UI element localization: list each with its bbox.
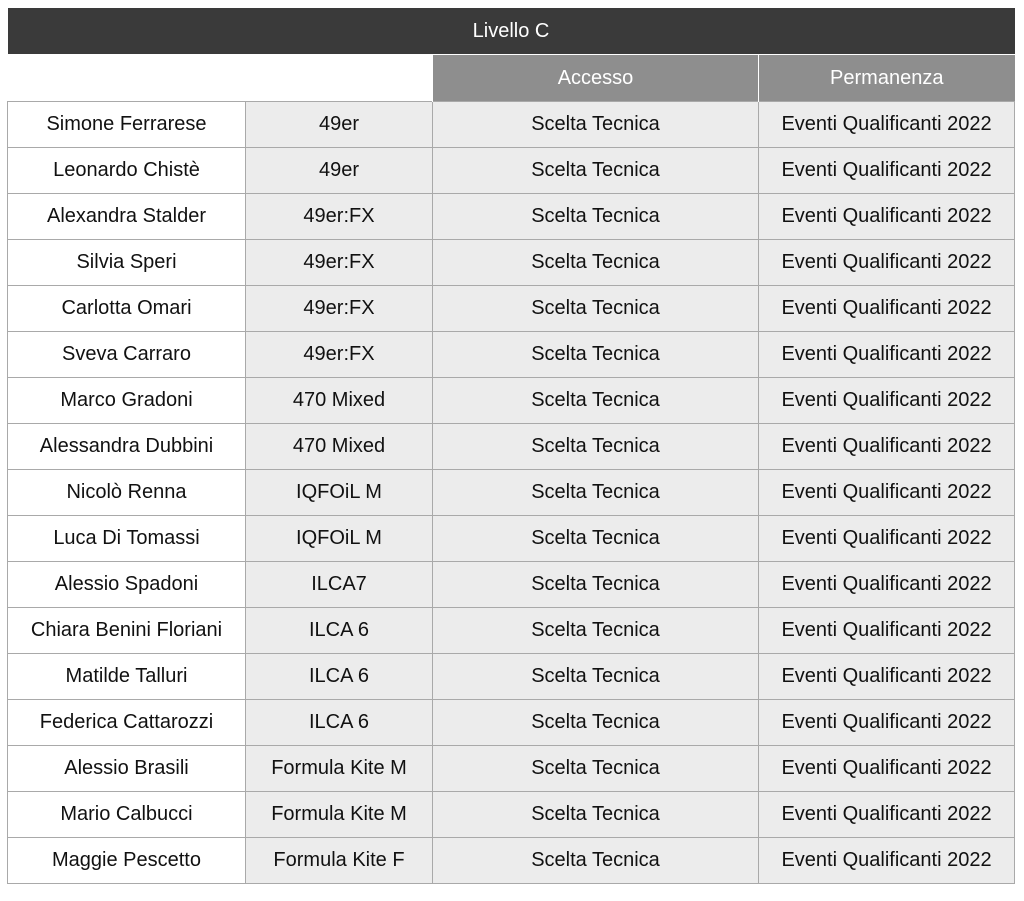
table-row	[8, 286, 1015, 332]
accesso-cell: Scelta Tecnica	[433, 240, 759, 286]
boat-class-cell: ILCA 6	[246, 700, 433, 746]
boat-class-cell: 49er:FX	[246, 240, 433, 286]
boat-class-cell: 49er:FX	[246, 286, 433, 332]
athlete-name-cell: Sveva Carraro	[8, 332, 246, 378]
table-row	[8, 424, 1015, 470]
table-row	[8, 838, 1015, 884]
athlete-name-cell: Maggie Pescetto	[8, 838, 246, 884]
athlete-name-cell: Carlotta Omari	[8, 286, 246, 332]
accesso-cell: Scelta Tecnica	[433, 516, 759, 562]
athlete-name-cell: Matilde Talluri	[8, 654, 246, 700]
athlete-name-cell: Chiara Benini Floriani	[8, 608, 246, 654]
table-row	[8, 148, 1015, 194]
accesso-cell: Scelta Tecnica	[433, 424, 759, 470]
boat-class-cell: ILCA 6	[246, 608, 433, 654]
accesso-cell: Scelta Tecnica	[433, 286, 759, 332]
boat-class-cell: 470 Mixed	[246, 424, 433, 470]
boat-class-cell: 49er	[246, 102, 433, 148]
accesso-cell: Scelta Tecnica	[433, 838, 759, 884]
table-row	[8, 332, 1015, 378]
table-row	[8, 654, 1015, 700]
table-body	[8, 102, 1015, 884]
permanenza-cell: Eventi Qualificanti 2022	[759, 838, 1015, 884]
permanenza-cell: Eventi Qualificanti 2022	[759, 608, 1015, 654]
table-header-row	[8, 55, 1015, 102]
header-class	[246, 55, 433, 102]
boat-class-cell: Formula Kite F	[246, 838, 433, 884]
permanenza-cell: Eventi Qualificanti 2022	[759, 332, 1015, 378]
table-row	[8, 102, 1015, 148]
accesso-cell: Scelta Tecnica	[433, 608, 759, 654]
accesso-cell: Scelta Tecnica	[433, 562, 759, 608]
athlete-name-cell: Alessio Brasili	[8, 746, 246, 792]
permanenza-cell: Eventi Qualificanti 2022	[759, 654, 1015, 700]
boat-class-cell: ILCA 6	[246, 654, 433, 700]
athlete-name-cell: Simone Ferrarese	[8, 102, 246, 148]
accesso-cell: Scelta Tecnica	[433, 194, 759, 240]
table-row	[8, 470, 1015, 516]
boat-class-cell: 49er	[246, 148, 433, 194]
accesso-cell: Scelta Tecnica	[433, 792, 759, 838]
athlete-name-cell: Luca Di Tomassi	[8, 516, 246, 562]
table-title: Livello C	[8, 8, 1015, 55]
table-row	[8, 700, 1015, 746]
permanenza-cell: Eventi Qualificanti 2022	[759, 148, 1015, 194]
table-row	[8, 516, 1015, 562]
permanenza-cell: Eventi Qualificanti 2022	[759, 102, 1015, 148]
table-row	[8, 562, 1015, 608]
accesso-cell: Scelta Tecnica	[433, 746, 759, 792]
athlete-name-cell: Nicolò Renna	[8, 470, 246, 516]
permanenza-cell: Eventi Qualificanti 2022	[759, 194, 1015, 240]
permanenza-cell: Eventi Qualificanti 2022	[759, 562, 1015, 608]
boat-class-cell: Formula Kite M	[246, 792, 433, 838]
table-row	[8, 378, 1015, 424]
athlete-name-cell: Federica Cattarozzi	[8, 700, 246, 746]
accesso-cell: Scelta Tecnica	[433, 102, 759, 148]
permanenza-cell: Eventi Qualificanti 2022	[759, 792, 1015, 838]
boat-class-cell: 470 Mixed	[246, 378, 433, 424]
boat-class-cell: IQFOiL M	[246, 470, 433, 516]
header-accesso: Accesso	[433, 55, 759, 102]
boat-class-cell: ILCA7	[246, 562, 433, 608]
accesso-cell: Scelta Tecnica	[433, 148, 759, 194]
header-athlete	[8, 55, 246, 102]
livello-c-table	[7, 8, 1015, 884]
accesso-cell: Scelta Tecnica	[433, 378, 759, 424]
table-row	[8, 240, 1015, 286]
athlete-name-cell: Alessio Spadoni	[8, 562, 246, 608]
permanenza-cell: Eventi Qualificanti 2022	[759, 240, 1015, 286]
permanenza-cell: Eventi Qualificanti 2022	[759, 700, 1015, 746]
athlete-name-cell: Leonardo Chistè	[8, 148, 246, 194]
athlete-name-cell: Mario Calbucci	[8, 792, 246, 838]
athlete-name-cell: Alessandra Dubbini	[8, 424, 246, 470]
permanenza-cell: Eventi Qualificanti 2022	[759, 378, 1015, 424]
accesso-cell: Scelta Tecnica	[433, 700, 759, 746]
livello-c-table-container	[7, 8, 1014, 884]
boat-class-cell: 49er:FX	[246, 332, 433, 378]
header-permanenza: Permanenza	[759, 55, 1015, 102]
accesso-cell: Scelta Tecnica	[433, 470, 759, 516]
athlete-name-cell: Marco Gradoni	[8, 378, 246, 424]
accesso-cell: Scelta Tecnica	[433, 332, 759, 378]
athlete-name-cell: Alexandra Stalder	[8, 194, 246, 240]
table-row	[8, 746, 1015, 792]
table-row	[8, 608, 1015, 654]
accesso-cell: Scelta Tecnica	[433, 654, 759, 700]
permanenza-cell: Eventi Qualificanti 2022	[759, 746, 1015, 792]
boat-class-cell: IQFOiL M	[246, 516, 433, 562]
permanenza-cell: Eventi Qualificanti 2022	[759, 470, 1015, 516]
permanenza-cell: Eventi Qualificanti 2022	[759, 516, 1015, 562]
table-row	[8, 792, 1015, 838]
boat-class-cell: 49er:FX	[246, 194, 433, 240]
permanenza-cell: Eventi Qualificanti 2022	[759, 424, 1015, 470]
table-row	[8, 194, 1015, 240]
permanenza-cell: Eventi Qualificanti 2022	[759, 286, 1015, 332]
table-title-row	[8, 8, 1015, 55]
boat-class-cell: Formula Kite M	[246, 746, 433, 792]
athlete-name-cell: Silvia Speri	[8, 240, 246, 286]
